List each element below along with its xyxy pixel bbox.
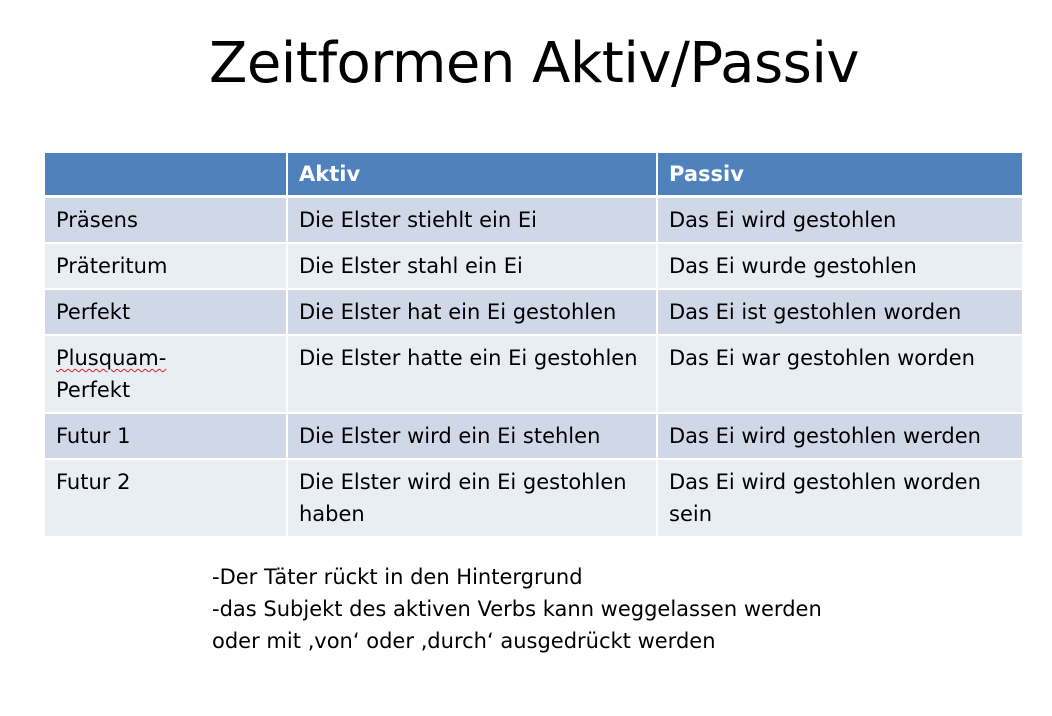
table-row bbox=[45, 290, 1022, 336]
passiv-cell: Das Ei war gestohlen worden bbox=[658, 336, 1022, 414]
passiv-cell: Das Ei ist gestohlen worden bbox=[658, 290, 1022, 336]
note-line: oder mit ‚von‘ oder ‚durch‘ ausgedrückt werden bbox=[212, 629, 716, 653]
tense-cell: Futur 1 bbox=[45, 414, 288, 460]
passiv-cell: Das Ei wird gestohlen werden bbox=[658, 414, 1022, 460]
tense-cell: Präteritum bbox=[45, 244, 288, 290]
aktiv-cell: Die Elster wird ein Ei gestohlen haben bbox=[288, 460, 658, 538]
tense-cell bbox=[45, 336, 288, 414]
passiv-cell: Das Ei wird gestohlen bbox=[658, 198, 1022, 244]
header-cell-aktiv: Aktiv bbox=[288, 153, 658, 198]
tense-cell-line1: Plusquam- bbox=[56, 346, 167, 370]
header-cell-passiv: Passiv bbox=[658, 153, 1022, 198]
notes-text bbox=[212, 561, 822, 657]
tense-cell-line2: Perfekt bbox=[56, 378, 131, 402]
aktiv-cell: Die Elster hat ein Ei gestohlen bbox=[288, 290, 658, 336]
aktiv-cell: Die Elster stiehlt ein Ei bbox=[288, 198, 658, 244]
tense-cell: Präsens bbox=[45, 198, 288, 244]
table-row bbox=[45, 336, 1022, 414]
table-row bbox=[45, 198, 1022, 244]
tense-cell: Perfekt bbox=[45, 290, 288, 336]
aktiv-cell: Die Elster hatte ein Ei gestohlen bbox=[288, 336, 658, 414]
tense-table bbox=[45, 153, 1022, 538]
note-line: -Der Täter rückt in den Hintergrund bbox=[212, 565, 583, 589]
table-row bbox=[45, 460, 1022, 538]
note-line: -das Subjekt des aktiven Verbs kann weggelassen werden bbox=[212, 597, 822, 621]
table-row bbox=[45, 244, 1022, 290]
passiv-cell: Das Ei wird gestohlen worden sein bbox=[658, 460, 1022, 538]
slide-title: Zeitformen Aktiv/Passiv bbox=[208, 31, 860, 96]
passiv-cell: Das Ei wurde gestohlen bbox=[658, 244, 1022, 290]
table-row bbox=[45, 414, 1022, 460]
table-header-row bbox=[45, 153, 1022, 198]
header-cell-empty bbox=[45, 153, 288, 198]
aktiv-cell: Die Elster wird ein Ei stehlen bbox=[288, 414, 658, 460]
aktiv-cell: Die Elster stahl ein Ei bbox=[288, 244, 658, 290]
tense-cell: Futur 2 bbox=[45, 460, 288, 538]
